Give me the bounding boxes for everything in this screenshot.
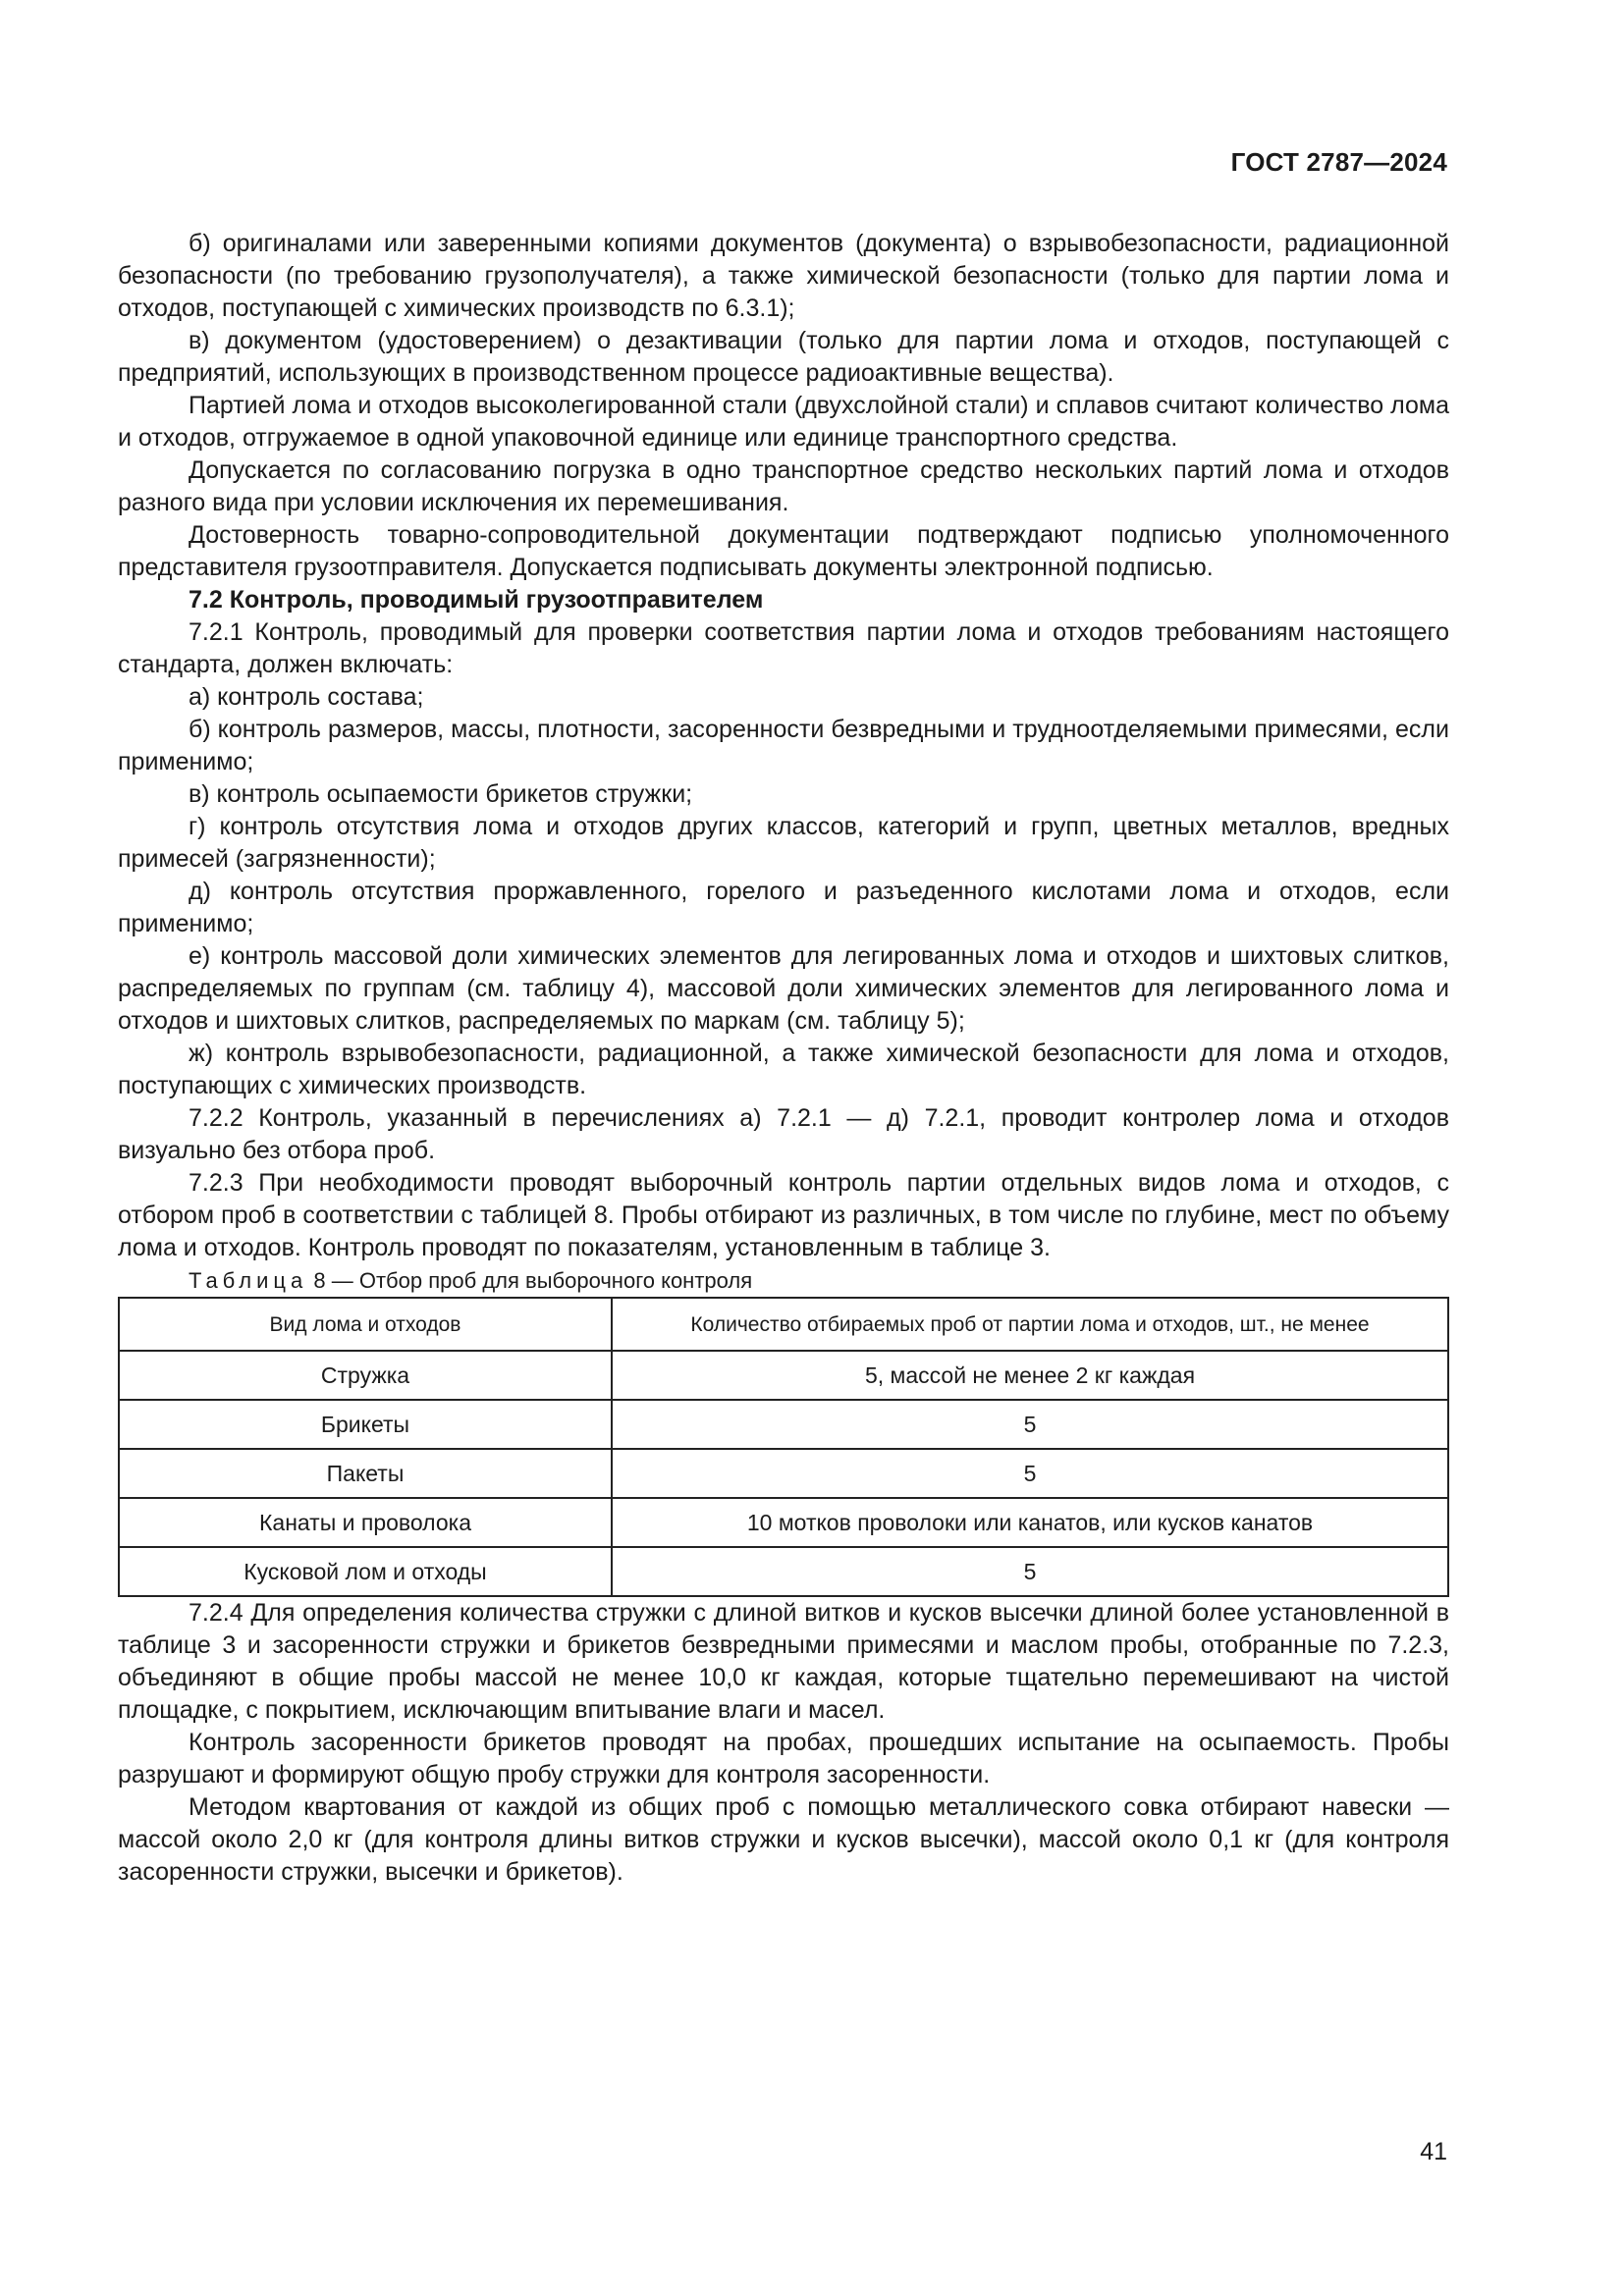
section-heading: 7.2 Контроль, проводимый грузоотправителем xyxy=(189,586,764,614)
paragraph: Партией лома и отходов высоколегированной стали (двухслойной стали) и сплавов считают количество лома и отходов, отгружаемое в одной упаковочной единице или единице транспортного средства. xyxy=(118,392,1449,452)
paragraph: Контроль засоренности брикетов проводят на пробах, прошедших испытание на осыпаемость. Пробы разрушают и формируют общую пробу стружки для контроля засоренности. xyxy=(118,1729,1449,1789)
list-item: е) контроль массовой доли химических элементов для легированных лома и отходов и шихтовых слитков, распределяемых по группам (см. таблицу 4), массовой доли химических элементов для легированного лома и отходов и шихтовых слитков, распределяемых по маркам (см. таблицу 5); xyxy=(118,942,1449,1035)
table-caption-title: 8 — Отбор проб для выборочного контроля xyxy=(313,1268,753,1293)
table-row xyxy=(119,1498,1448,1547)
column-header-sample-count: Количество отбираемых проб от партии лома и отходов, шт., не менее xyxy=(612,1298,1448,1351)
paragraph: 7.2.4 Для определения количества стружки с длиной витков и кусков высечки длиной более установленной в таблице 3 и засоренности стружки и брикетов безвредными примесями и маслом пробы, отобранные по 7.2.3, объединяют в общие пробы массой не менее 10,0 кг каждая, которые тщательно перемешивают на чистой площадке, с покрытием, исключающим впитывание влаги и масел. xyxy=(118,1599,1449,1724)
table-cell: 5 xyxy=(612,1400,1448,1449)
table-caption-label: Таблица xyxy=(189,1268,308,1293)
table-row xyxy=(119,1351,1448,1400)
table-caption xyxy=(118,1264,1449,1297)
paragraph: Методом квартования от каждой из общих проб с помощью металлического совка отбирают навески — массой около 2,0 кг (для контроля длины витков стружки и кусков высечки), массой около 0,1 кг (для контроля засоренности стружки, высечки и брикетов). xyxy=(118,1793,1449,1886)
table-cell: Пакеты xyxy=(119,1449,612,1498)
table-cell: 10 мотков проволоки или канатов, или кусков канатов xyxy=(612,1498,1448,1547)
list-item: г) контроль отсутствия лома и отходов других классов, категорий и групп, цветных металлов, вредных примесей (загрязненности); xyxy=(118,813,1449,873)
list-item: ж) контроль взрывобезопасности, радиационной, а также химической безопасности для лома и отходов, поступающих с химических производств. xyxy=(118,1040,1449,1099)
paragraph: б) оригиналами или заверенными копиями документов (документа) о взрывобезопасности, радиационной безопасности (по требованию грузополучателя), а также химической безопасности (только для партии лома и отходов, поступающей с химических производств по 6.3.1); xyxy=(118,230,1449,322)
list-item: в) контроль осыпаемости брикетов стружки; xyxy=(189,780,693,808)
page-number: 41 xyxy=(1420,2138,1447,2165)
list-item: д) контроль отсутствия проржавленного, горелого и разъеденного кислотами лома и отходов, если применимо; xyxy=(118,878,1449,937)
table-cell: 5 xyxy=(612,1547,1448,1596)
table-cell: Канаты и проволока xyxy=(119,1498,612,1547)
paragraph: 7.2.1 Контроль, проводимый для проверки соответствия партии лома и отходов требованиям настоящего стандарта, должен включать: xyxy=(118,618,1449,678)
table-cell: Брикеты xyxy=(119,1400,612,1449)
table-row xyxy=(119,1449,1448,1498)
paragraph: в) документом (удостоверением) о дезактивации (только для партии лома и отходов, поступающей с предприятий, использующих в производственном процессе радиоактивные вещества). xyxy=(118,327,1449,387)
table-cell: 5, массой не менее 2 кг каждая xyxy=(612,1351,1448,1400)
paragraph: 7.2.2 Контроль, указанный в перечислениях а) 7.2.1 — д) 7.2.1, проводит контролер лома и отходов визуально без отбора проб. xyxy=(118,1104,1449,1164)
document-body xyxy=(118,228,1449,1889)
table-header-row xyxy=(119,1298,1448,1351)
paragraph: Достоверность товарно-сопроводительной документации подтверждают подписью уполномоченного представителя грузоотправителя. Допускается подписывать документы электронной подписью. xyxy=(118,521,1449,581)
table-cell: Стружка xyxy=(119,1351,612,1400)
table-cell: 5 xyxy=(612,1449,1448,1498)
paragraph: 7.2.3 При необходимости проводят выборочный контроль партии отдельных видов лома и отходов, с отбором проб в соответствии с таблицей 8. Пробы отбирают из различных, в том числе по глубине, мест по объему лома и отходов. Контроль проводят по показателям, установленным в таблице 3. xyxy=(118,1169,1449,1261)
list-item: а) контроль состава; xyxy=(189,683,424,711)
list-item: б) контроль размеров, массы, плотности, засоренности безвредными и трудноотделяемыми примесями, если применимо; xyxy=(118,716,1449,775)
sampling-table xyxy=(118,1297,1449,1597)
paragraph: Допускается по согласованию погрузка в одно транспортное средство нескольких партий лома и отходов разного вида при условии исключения их перемешивания. xyxy=(118,456,1449,516)
document-code: ГОСТ 2787—2024 xyxy=(1230,147,1447,177)
table-row xyxy=(119,1400,1448,1449)
column-header-scrap-type: Вид лома и отходов xyxy=(119,1298,612,1351)
table-cell: Кусковой лом и отходы xyxy=(119,1547,612,1596)
table-row xyxy=(119,1547,1448,1596)
